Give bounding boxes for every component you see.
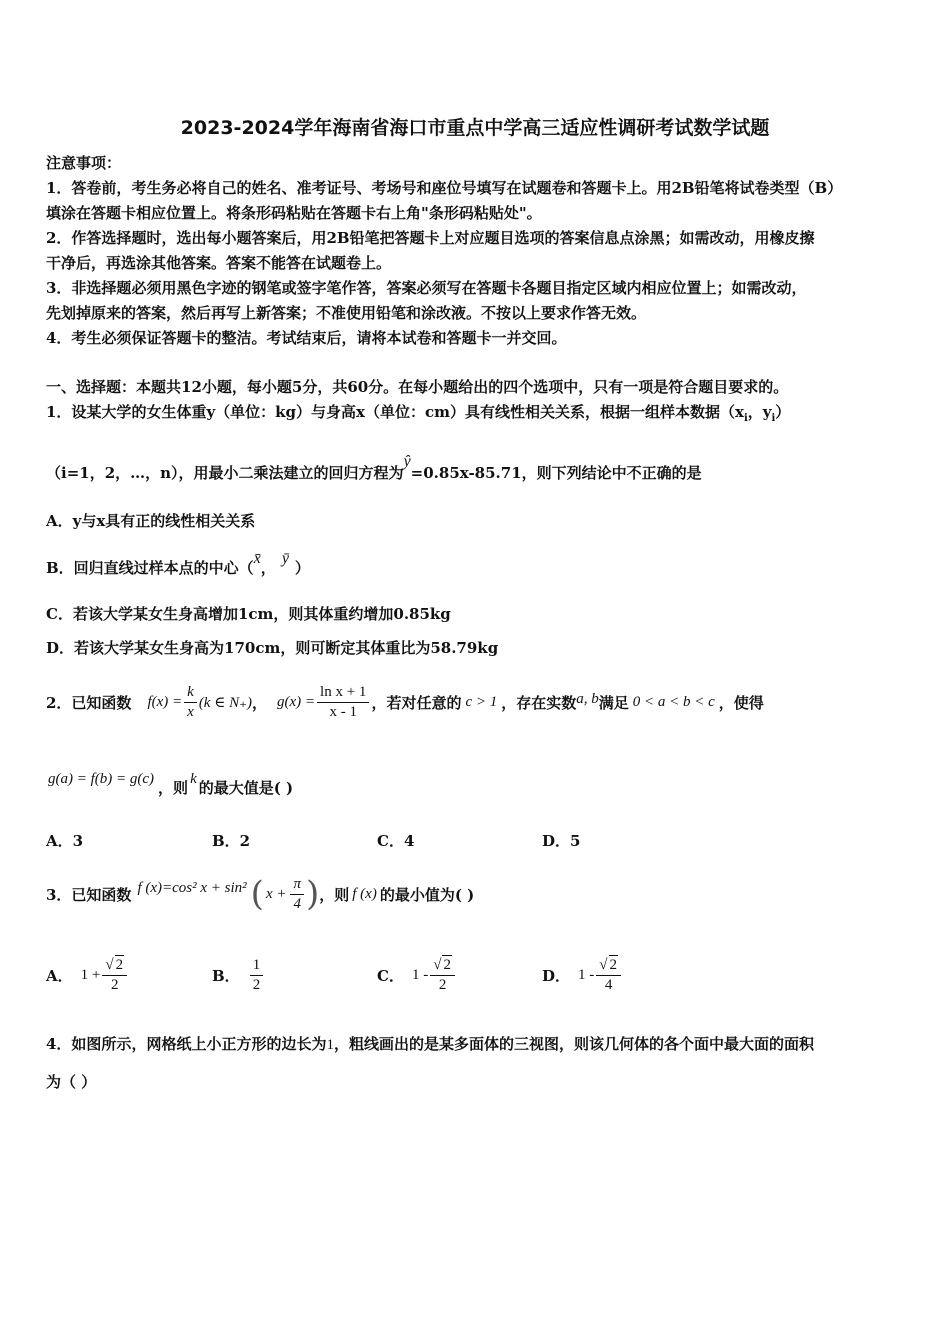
notice-line: 4．考生必须保证答题卡的整洁。考试结束后，请将本试卷和答题卡一并交回。 — [46, 329, 567, 347]
q3-option-b[interactable]: B． $\frac{1}{2}$ — [212, 948, 265, 1002]
notice-line: 干净后，再选涂其他答案。答案不能答在试题卷上。 — [46, 254, 392, 272]
q3-stem: 3．已知函数 f (x)=cos² x + sin² ( x + $\frac{\pi}{4}$ ) ，则 f (x) 的最小值为( ) — [46, 874, 475, 914]
q2-stem-line2: g(a) = f(b) = g(c) ，则 k 的最大值是( ) — [48, 770, 294, 797]
q1-option-c[interactable]: C．若该大学某女生身高增加1cm，则其体重约增加0.85kg — [46, 605, 451, 623]
q3-option-d[interactable]: D． 1 - $\frac{√ 2}{4}$ — [542, 948, 623, 1002]
q3-option-c[interactable]: C． 1 - $\frac{√ 2}{2}$ — [377, 948, 457, 1002]
notice-line: 3．非选择题必须用黑色字迹的钢笔或签字笔作答，答案必须写在答题卡各题目指定区域内相应位置上；如需改动， — [46, 279, 807, 297]
q2-option-d[interactable]: D．5 — [542, 832, 581, 850]
q2-option-b[interactable]: B．2 — [212, 832, 251, 850]
q1-stem-line1: 1．设某大学的女生体重y（单位：kg）与身高x（单位：cm）具有线性相关关系，根据一组样本数据（$x_i$，$y_i$） — [46, 403, 791, 424]
q3-option-a[interactable]: A． 1 + $\frac{√ 2}{2}$ — [46, 948, 129, 1002]
q2-stem-line1: 2．已知函数 f(x) = $\frac{k}{x}$ (k ∈ N₊) ， g(x) = $\frac{\text{ln x + 1}}{x - 1}$ ，若对任意的 c > 1 ，存在实数 a, b 满足 0 < a < b < c ，使得 — [46, 683, 764, 720]
q1-option-b[interactable]: B．回归直线过样本点的中心（x̄，ȳ） — [46, 550, 310, 577]
notice-heading: 注意事项： — [46, 154, 122, 172]
q1-option-a[interactable]: A．y与x具有正的线性相关关系 — [46, 512, 256, 530]
notice-line: 填涂在答题卡相应位置上。将条形码粘贴在答题卡右上角"条形码粘贴处"。 — [46, 204, 542, 222]
q1-option-d[interactable]: D．若该大学某女生身高为170cm，则可断定其体重比为58.79kg — [46, 639, 499, 657]
notice-line: 先划掉原来的答案，然后再写上新答案；不准使用铅笔和涂改液。不按以上要求作答无效。 — [46, 304, 647, 322]
q4-stem-line1: 4．如图所示，网格纸上小正方形的边长为1，粗线画出的是某多面体的三视图，则该几何体的各个面中最大面的面积 — [46, 1035, 814, 1053]
notice-line: 1．答卷前，考生务必将自己的姓名、准考证号、考场号和座位号填写在试题卷和答题卡上。用2B铅笔将试卷类型（B） — [46, 179, 843, 197]
y-hat-symbol: ŷ — [403, 453, 411, 470]
q4-stem-line2: 为（ ） — [46, 1073, 97, 1091]
page-title: 2023-2024学年海南省海口市重点中学高三适应性调研考试数学试题 — [180, 117, 770, 139]
notice-line: 2．作答选择题时，选出每小题答案后，用2B铅笔把答题卡上对应题目选项的答案信息点涂黑；如需改动，用橡皮擦 — [46, 229, 815, 247]
q2-option-a[interactable]: A．3 — [46, 832, 84, 850]
q1-stem-line2: （i=1，2，…，n），用最小二乘法建立的回归方程为ŷ=0.85x-85.71，则下列结论中不正确的是 — [46, 453, 702, 482]
q2-option-c[interactable]: C．4 — [377, 832, 415, 850]
section-heading: 一、选择题：本题共12小题，每小题5分，共60分。在每小题给出的四个选项中，只有一项是符合题目要求的。 — [46, 378, 789, 396]
